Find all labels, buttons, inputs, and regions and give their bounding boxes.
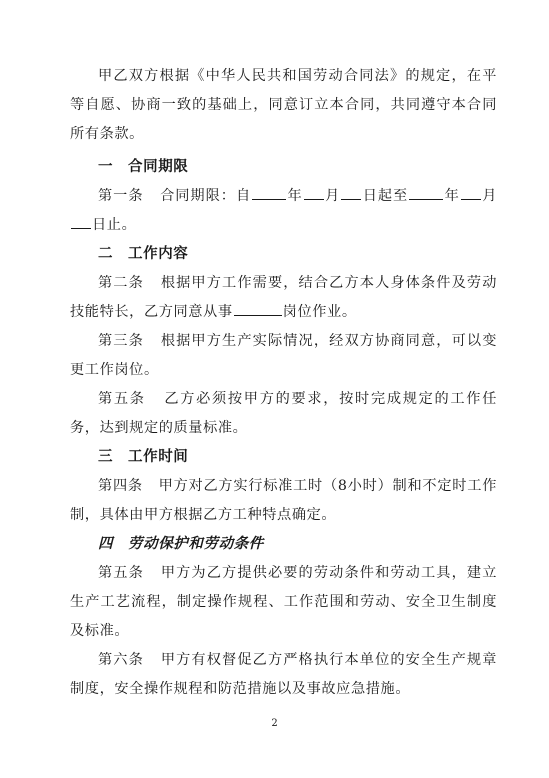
- blank-start-month: [304, 185, 324, 200]
- article-text: 根据甲方生产实际情况，经双方协商同意，可以变更工作岗位。: [70, 333, 497, 378]
- section-number: 二: [98, 246, 114, 262]
- section-title: 工作内容: [128, 246, 189, 262]
- section-heading-4: [70, 530, 497, 559]
- article-label: 第四条: [98, 478, 143, 494]
- article-2: [70, 269, 497, 327]
- article-text: 月: [481, 188, 497, 204]
- article-text: 日止。: [92, 217, 137, 233]
- article-label: 第五条: [98, 391, 146, 407]
- article-5-duties: [70, 385, 497, 443]
- section-title: 工作时间: [128, 449, 189, 465]
- article-text: 甲方为乙方提供必要的劳动条件和劳动工具，建立生产工艺流程，制定操作规程、工作范围和劳动、安全卫生制度及标准。: [70, 565, 497, 639]
- article-label: 第六条: [98, 652, 144, 668]
- article-label: 第一条: [98, 188, 144, 204]
- article-text: 年: [444, 188, 460, 204]
- blank-start-day: [341, 185, 361, 200]
- page-number: 2: [271, 718, 278, 729]
- article-text: 甲方对乙方实行标准工时（8小时）制和不定时工作制，具体由甲方根据乙方工种特点确定。: [70, 478, 497, 523]
- article-6: [70, 646, 497, 704]
- blank-start-year: [252, 185, 286, 200]
- section-number: 三: [98, 449, 114, 465]
- article-text: 月: [324, 188, 341, 204]
- article-text: 年: [287, 188, 303, 204]
- section-heading-2: [70, 240, 497, 269]
- article-3: [70, 327, 497, 385]
- blank-job-position: [234, 301, 282, 316]
- article-text: 合同期限：自: [160, 188, 252, 204]
- section-heading-3: [70, 443, 497, 472]
- article-label: 第三条: [98, 333, 144, 349]
- article-text: 乙方必须按甲方的要求，按时完成规定的工作任务，达到规定的质量标准。: [70, 391, 497, 436]
- article-label: 第五条: [98, 565, 144, 581]
- blank-end-month: [461, 185, 481, 200]
- intro-paragraph: 甲乙双方根据《中华人民共和国劳动合同法》的规定，在平等自愿、协商一致的基础上，同意订立本合同，共同遵守本合同所有条款。: [70, 68, 497, 142]
- article-text: 根据甲方工作需要，结合乙方本人身体条件及劳动技能特长，乙方同意从事: [70, 275, 497, 320]
- section-title: 合同期限: [128, 159, 189, 175]
- article-1: [70, 182, 497, 240]
- article-4: [70, 472, 497, 530]
- section-number: 四: [98, 536, 114, 552]
- article-5-conditions: [70, 559, 497, 646]
- article-text: 日起至: [362, 188, 409, 204]
- section-number: 一: [98, 159, 114, 175]
- article-text: 岗位作业。: [282, 304, 357, 320]
- section-heading-1: [70, 153, 497, 182]
- article-text: 甲方有权督促乙方严格执行本单位的安全生产规章制度，安全操作规程和防范措施以及事故应急措施。: [70, 652, 497, 697]
- blank-end-year: [409, 185, 443, 200]
- blank-end-day: [71, 214, 91, 229]
- article-label: 第二条: [98, 275, 144, 291]
- section-title: 劳动保护和劳动条件: [128, 536, 264, 552]
